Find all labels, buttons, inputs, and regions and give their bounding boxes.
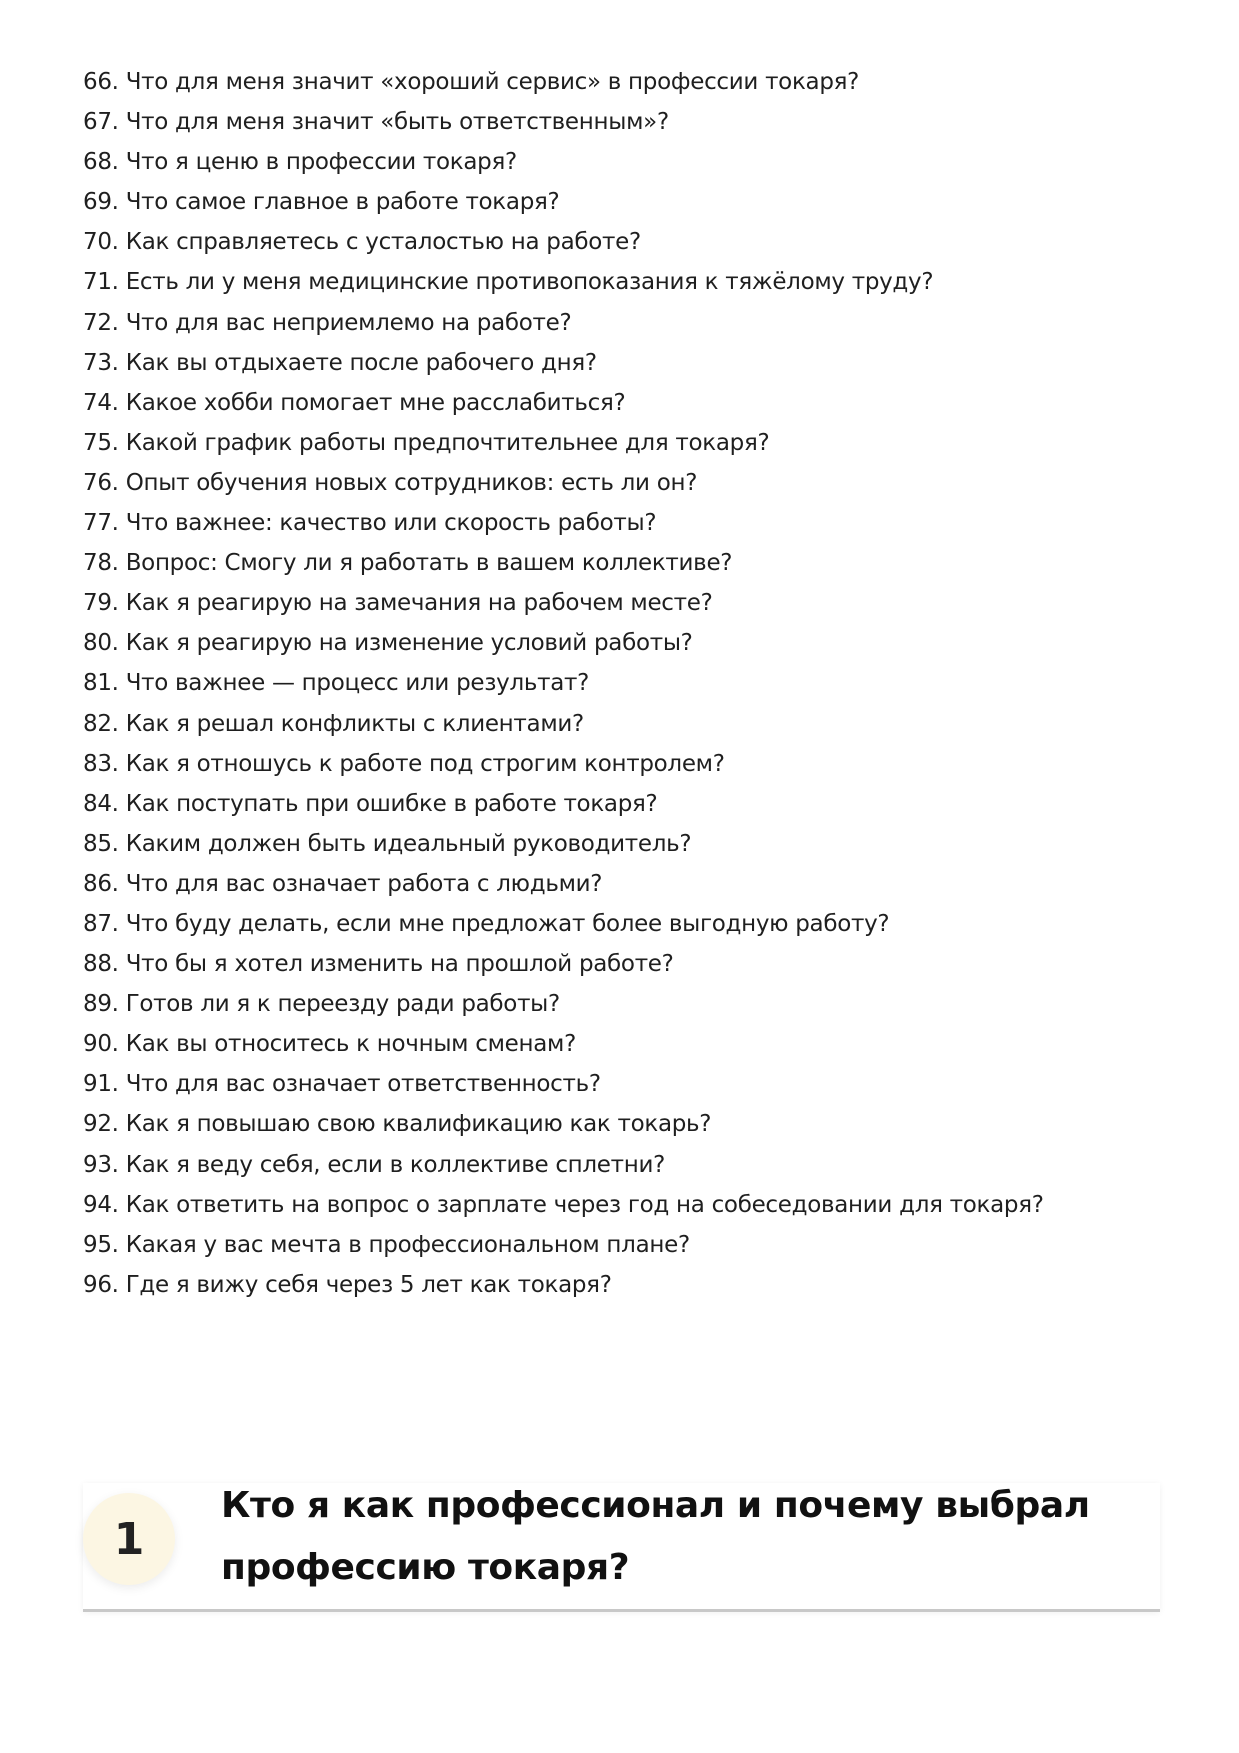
question-item: 78. Вопрос: Смогу ли я работать в вашем коллективе?	[83, 550, 733, 577]
question-item: 68. Что я ценю в профессии токаря?	[83, 149, 517, 176]
question-item: 73. Как вы отдыхаете после рабочего дня?	[83, 349, 597, 376]
question-item: 72. Что для вас неприемлемо на работе?	[83, 309, 572, 336]
question-item: 96. Где я вижу себя через 5 лет как токаря?	[83, 1271, 612, 1298]
question-item: 82. Как я решал конфликты с клиентами?	[83, 710, 584, 737]
question-item: 77. Что важнее: качество или скорость работы?	[83, 510, 657, 537]
question-item: 79. Как я реагирую на замечания на рабочем месте?	[83, 590, 713, 617]
question-item: 69. Что самое главное в работе токаря?	[83, 189, 560, 216]
question-item: 94. Как ответить на вопрос о зарплате через год на собеседовании для токаря?	[83, 1191, 1044, 1218]
question-item: 87. Что буду делать, если мне предложат более выгодную работу?	[83, 910, 890, 937]
question-item: 85. Каким должен быть идеальный руководитель?	[83, 830, 692, 857]
question-item: 88. Что бы я хотел изменить на прошлой работе?	[83, 951, 674, 978]
section-header	[83, 1483, 1160, 1612]
question-item: 93. Как я веду себя, если в коллективе сплетни?	[83, 1151, 666, 1178]
question-item: 95. Какая у вас мечта в профессиональном плане?	[83, 1231, 690, 1258]
question-item: 70. Как справляетесь с усталостью на работе?	[83, 229, 641, 256]
question-item: 71. Есть ли у меня медицинские противопоказания к тяжёлому труду?	[83, 269, 934, 296]
question-item: 81. Что важнее — процесс или результат?	[83, 670, 590, 697]
question-item: 74. Какое хобби помогает мне расслабиться?	[83, 389, 626, 416]
section-number-badge: 1	[83, 1493, 175, 1585]
question-item: 84. Как поступать при ошибке в работе токаря?	[83, 790, 658, 817]
question-item: 89. Готов ли я к переезду ради работы?	[83, 991, 560, 1018]
question-item: 83. Как я отношусь к работе под строгим контролем?	[83, 750, 725, 777]
question-item: 86. Что для вас означает работа с людьми?	[83, 870, 603, 897]
question-item: 66. Что для меня значит «хороший сервис» в профессии токаря?	[83, 69, 860, 95]
question-item: 91. Что для вас означает ответственность?	[83, 1071, 601, 1098]
question-item: 80. Как я реагирую на изменение условий работы?	[83, 630, 693, 657]
section-title: Кто я как профессионал и почему выбрал профессию токаря?	[221, 1485, 1090, 1588]
question-item: 67. Что для меня значит «быть ответственным»?	[83, 109, 669, 136]
question-item: 90. Как вы относитесь к ночным сменам?	[83, 1031, 576, 1058]
question-item: 75. Какой график работы предпочтительнее для токаря?	[83, 429, 770, 456]
question-item: 92. Как я повышаю свою квалификацию как токарь?	[83, 1111, 712, 1138]
question-item: 76. Опыт обучения новых сотрудников: есть ли он?	[83, 469, 698, 496]
question-list	[83, 62, 1044, 1305]
